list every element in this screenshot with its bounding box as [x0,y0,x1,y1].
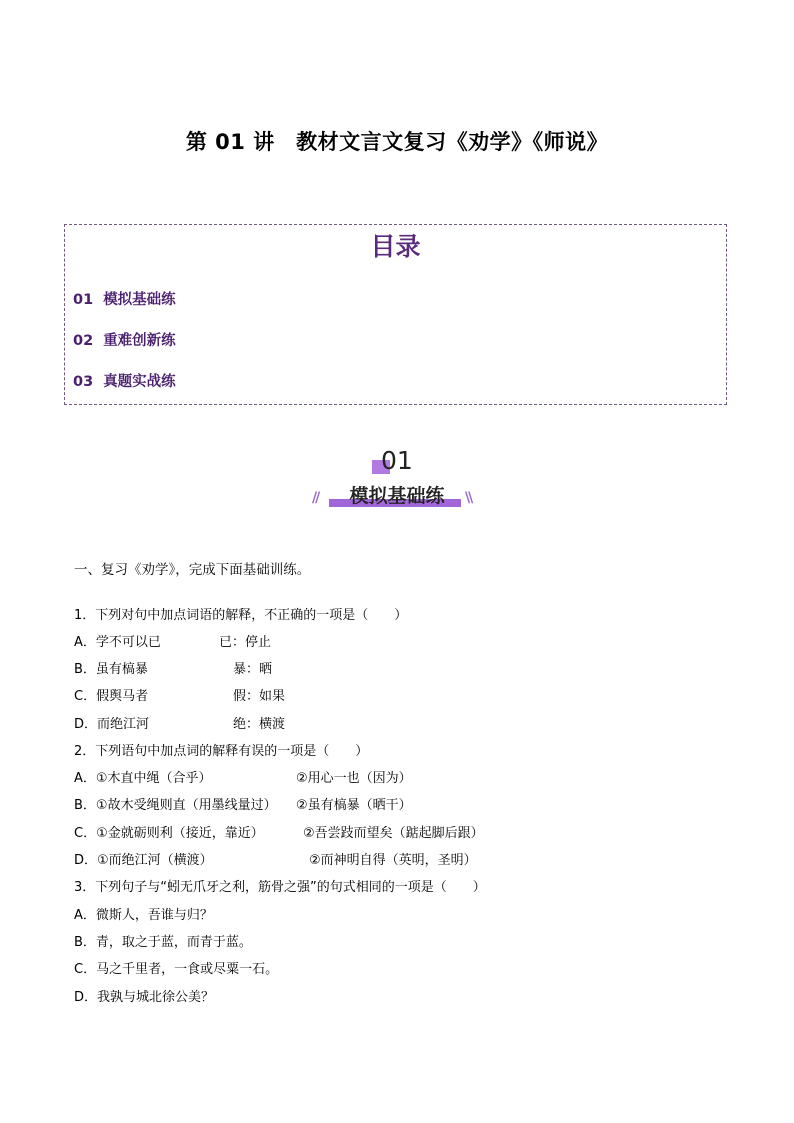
table-of-contents [64,224,727,405]
option-gloss: 假：如果 [233,689,286,704]
option-text: B．青，取之于蓝，而青于蓝。 [74,935,252,950]
exercise-intro: 一、复习《劝学》，完成下面基础训练。 [74,562,311,578]
option-gloss: ②吾尝跂而望矣（踮起脚后跟） [303,826,484,841]
option-gloss: ②虽有槁暴（晒干） [296,798,412,813]
option-text: A．微斯人，吾谁与归？ [74,908,213,923]
section-title: 模拟基础练 [349,485,445,507]
option-gloss: 绝：横渡 [233,717,286,732]
question-stem: 2．下列语句中加点词的解释有误的一项是（ ） [74,744,369,759]
toc-heading: 目录 [370,232,421,261]
section-left-decoration: // [312,490,319,506]
toc-item[interactable] [73,329,176,350]
toc-item-number: 03 [73,374,94,390]
option-text: D．①而绝江河（横渡） [74,853,213,868]
option-text: B．①故木受绳则直（用墨线量过） [74,798,277,813]
option-text: C．①金就砺则利（接近，靠近） [74,826,264,841]
option-text: D．而绝江河 [74,717,150,732]
option-text: C．假舆马者 [74,689,149,704]
page-title: 第 01 讲 教材文言文复习《劝学》《师说》 [185,130,609,154]
option-text: B．虽有槁暴 [74,662,148,677]
section-number: 01 [381,446,413,475]
toc-item-label: 真题实战练 [103,374,176,390]
option-gloss: ②用心一也（因为） [296,771,412,786]
option-gloss: ②而神明自得（英明，圣明） [309,853,477,868]
toc-item[interactable] [73,288,176,309]
option-gloss: 暴：晒 [233,662,273,677]
option-text: A．学不可以已 [74,635,161,650]
question-stem: 1．下列对句中加点词语的解释，不正确的一项是（ ） [74,608,408,623]
option-text: A．①木直中绳（合乎） [74,771,212,786]
question-stem: 3．下列句子与“蚓无爪牙之利，筋骨之强”的句式相同的一项是（ ） [74,880,486,895]
section-right-decoration: \\ [465,490,472,506]
toc-item[interactable] [73,370,176,391]
option-gloss: 已：停止 [219,635,272,650]
option-text: C．马之千里者，一食或尽粟一石。 [74,962,279,977]
toc-item-label: 模拟基础练 [103,292,176,308]
toc-item-number: 01 [73,292,94,308]
toc-item-label: 重难创新练 [103,333,176,349]
toc-item-number: 02 [73,333,94,349]
option-text: D．我孰与城北徐公美？ [74,990,215,1005]
